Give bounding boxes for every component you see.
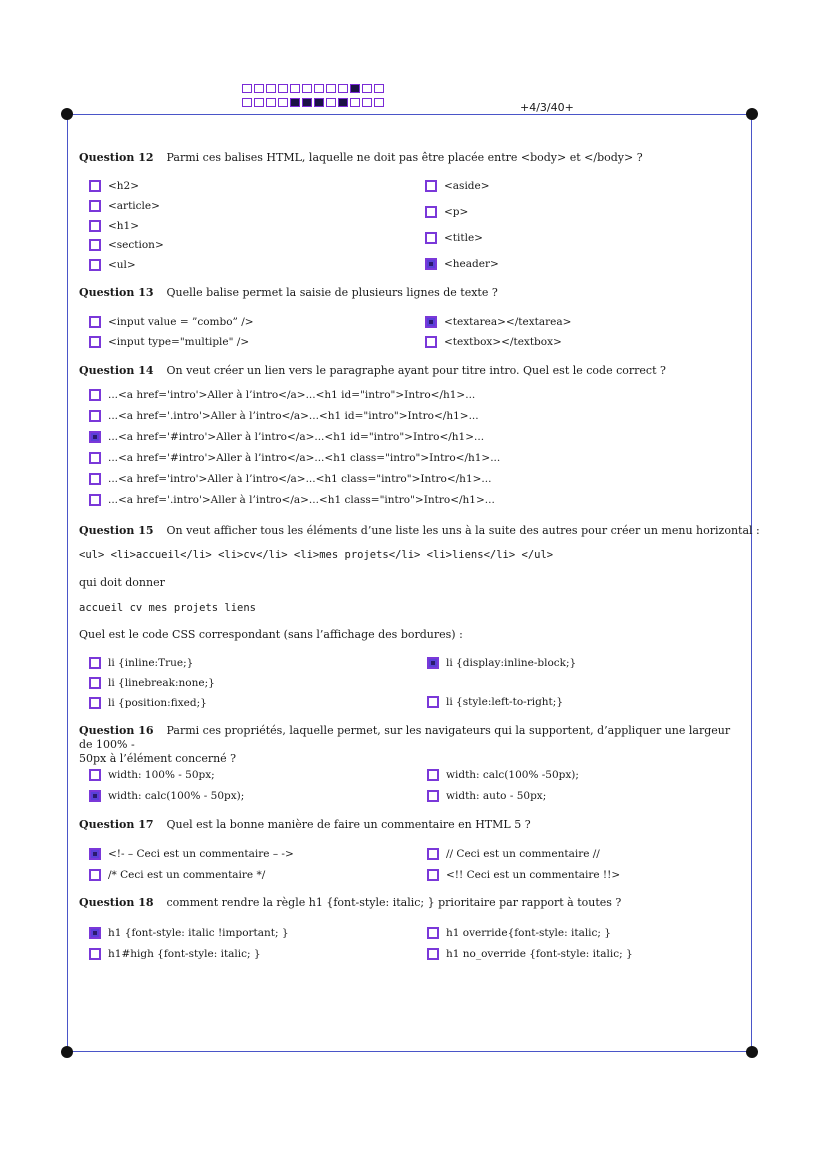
- checkbox[interactable]: [427, 869, 439, 881]
- checkbox[interactable]: [89, 494, 101, 506]
- question-18: Question 18 comment rendre la règle h1 {font-style: italic; } prioritaire par rapport à toutes ?: [79, 896, 622, 909]
- q15-intermediate-text: qui doit donner: [79, 576, 165, 589]
- checkbox[interactable]: [427, 769, 439, 781]
- question-12: Question 12 Parmi ces balises HTML, laquelle ne doit pas être placée entre <body> et </body> ?: [79, 151, 643, 164]
- q17-option[interactable]: <!- – Ceci est un commentaire – ->: [89, 848, 294, 860]
- code-snippet-html: <ul> <li>accueil</li> <li>cv</li> <li>mes projets</li> <li>liens</li> </ul>: [79, 549, 554, 561]
- checkbox[interactable]: [89, 948, 101, 960]
- question-17: Question 17 Quel est la bonne manière de faire un commentaire en HTML 5 ?: [79, 818, 531, 831]
- checkbox[interactable]: [89, 869, 101, 881]
- question-15: Question 15 On veut afficher tous les éléments d’une liste les uns à la suite des autres pour créer un menu horizontal :: [79, 524, 760, 537]
- corner-mark-top-right: [746, 108, 758, 120]
- checkbox-checked[interactable]: [427, 657, 439, 669]
- q17-option[interactable]: // Ceci est un commentaire //: [427, 848, 600, 860]
- q17-option[interactable]: <!! Ceci est un commentaire !!>: [427, 869, 620, 881]
- checkbox[interactable]: [427, 696, 439, 708]
- checkbox[interactable]: [89, 239, 101, 251]
- checkbox[interactable]: [89, 389, 101, 401]
- question-16: Question 16 Parmi ces propriétés, laquelle permet, sur les navigateurs qui la supportent, d’appliquer une largeur de 100% - 50px à l’élément concerné ?: [79, 724, 731, 765]
- q14-option[interactable]: ...<a href='#intro'>Aller à l’intro</a>...<h1 id="intro">Intro</h1>...: [89, 431, 484, 443]
- q12-option[interactable]: <header>: [425, 258, 499, 270]
- checkbox-checked[interactable]: [89, 927, 101, 939]
- question-13: Question 13 Quelle balise permet la saisie de plusieurs lignes de texte ?: [79, 286, 498, 299]
- checkbox[interactable]: [89, 316, 101, 328]
- q17-option[interactable]: /* Ceci est un commentaire */: [89, 869, 265, 881]
- checkbox[interactable]: [89, 259, 101, 271]
- q16-option[interactable]: width: 100% - 50px;: [89, 769, 215, 781]
- q14-option[interactable]: ...<a href='.intro'>Aller à l’intro</a>...<h1 id="intro">Intro</h1>...: [89, 410, 479, 422]
- checkbox[interactable]: [89, 180, 101, 192]
- checkbox[interactable]: [89, 473, 101, 485]
- checkbox[interactable]: [425, 232, 437, 244]
- q18-option[interactable]: h1#high {font-style: italic; }: [89, 948, 261, 960]
- q12-option[interactable]: <article>: [89, 200, 160, 212]
- checkbox[interactable]: [89, 452, 101, 464]
- copy-id: +4/3/40+: [520, 101, 574, 114]
- q13-option[interactable]: <input value = ”combo” />: [89, 316, 254, 328]
- checkbox[interactable]: [427, 948, 439, 960]
- checkbox[interactable]: [89, 769, 101, 781]
- corner-mark-bottom-left: [61, 1046, 73, 1058]
- corner-mark-top-left: [61, 108, 73, 120]
- q15-option[interactable]: li {display:inline-block;}: [427, 657, 576, 669]
- q12-option[interactable]: <h1>: [89, 220, 139, 232]
- checkbox[interactable]: [89, 200, 101, 212]
- checkbox-checked[interactable]: [425, 316, 437, 328]
- checkbox[interactable]: [89, 657, 101, 669]
- checkbox-checked[interactable]: [89, 431, 101, 443]
- q12-option[interactable]: <p>: [425, 206, 468, 218]
- checkbox[interactable]: [427, 790, 439, 802]
- checkbox[interactable]: [89, 336, 101, 348]
- q12-option[interactable]: <aside>: [425, 180, 490, 192]
- q14-option[interactable]: ...<a href='intro'>Aller à l’intro</a>...<h1 id="intro">Intro</h1>...: [89, 389, 475, 401]
- q12-option[interactable]: <h2>: [89, 180, 139, 192]
- checkbox-checked[interactable]: [89, 848, 101, 860]
- q15-option[interactable]: li {style:left-to-right;}: [427, 696, 563, 708]
- q12-option[interactable]: <section>: [89, 239, 164, 251]
- checkbox[interactable]: [89, 410, 101, 422]
- checkbox[interactable]: [427, 848, 439, 860]
- id-code-row-1: [242, 84, 386, 95]
- q16-option[interactable]: width: calc(100% -50px);: [427, 769, 579, 781]
- q14-option[interactable]: ...<a href='#intro'>Aller à l’intro</a>...<h1 class="intro">Intro</h1>...: [89, 452, 500, 464]
- checkbox-checked[interactable]: [425, 258, 437, 270]
- q18-option[interactable]: h1 no_override {font-style: italic; }: [427, 948, 633, 960]
- q16-option[interactable]: width: auto - 50px;: [427, 790, 546, 802]
- q18-option[interactable]: h1 override{font-style: italic; }: [427, 927, 611, 939]
- q12-option[interactable]: <title>: [425, 232, 483, 244]
- id-code-row-2: [242, 98, 386, 109]
- checkbox[interactable]: [89, 677, 101, 689]
- checkbox[interactable]: [425, 206, 437, 218]
- checkbox[interactable]: [425, 336, 437, 348]
- q15-option[interactable]: li {linebreak:none;}: [89, 677, 215, 689]
- q16-option[interactable]: width: calc(100% - 50px);: [89, 790, 244, 802]
- q18-option[interactable]: h1 {font-style: italic !important; }: [89, 927, 289, 939]
- q13-option[interactable]: <textarea></textarea>: [425, 316, 571, 328]
- checkbox[interactable]: [89, 697, 101, 709]
- checkbox[interactable]: [427, 927, 439, 939]
- q15-option[interactable]: li {position:fixed;}: [89, 697, 207, 709]
- corner-mark-bottom-right: [746, 1046, 758, 1058]
- checkbox-checked[interactable]: [89, 790, 101, 802]
- q15-question-text: Quel est le code CSS correspondant (sans l’affichage des bordures) :: [79, 628, 463, 641]
- q15-option[interactable]: li {inline:True;}: [89, 657, 193, 669]
- code-snippet-output: accueil cv mes projets liens: [79, 602, 257, 614]
- q13-option[interactable]: <textbox></textbox>: [425, 336, 562, 348]
- q14-option[interactable]: ...<a href='intro'>Aller à l’intro</a>...<h1 class="intro">Intro</h1>...: [89, 473, 491, 485]
- answer-frame: [67, 114, 752, 1052]
- question-14: Question 14 On veut créer un lien vers le paragraphe ayant pour titre intro. Quel est le code correct ?: [79, 364, 666, 377]
- checkbox[interactable]: [425, 180, 437, 192]
- q12-option[interactable]: <ul>: [89, 259, 136, 271]
- checkbox[interactable]: [89, 220, 101, 232]
- q13-option[interactable]: <input type="multiple" />: [89, 336, 249, 348]
- q14-option[interactable]: ...<a href='.intro'>Aller à l’intro</a>...<h1 class="intro">Intro</h1>...: [89, 494, 495, 506]
